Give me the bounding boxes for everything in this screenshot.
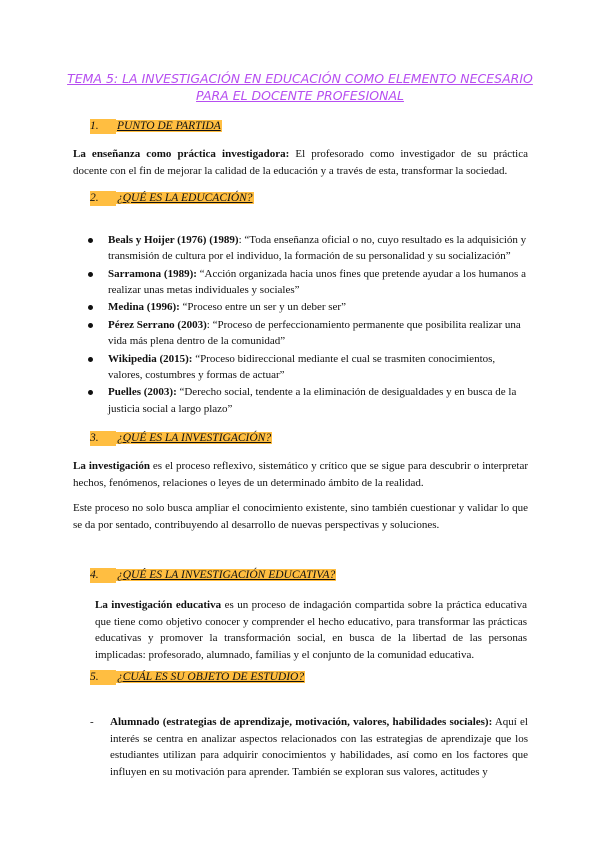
definition-author: Beals y Hoijer (1976) (1989) [108, 234, 239, 246]
section-number: 4. [90, 568, 116, 583]
paragraph-text: es un proceso de indagación compartida sobre la práctica educativa que tiene como objetivo conocer y comprender el hecho educativo, para transformar las prácticas educativas y promover la transformación social, en busca de la libertad de las personas implicadas: profesorado, alumnado, familias y el conjunto de la comunidad educativa. [95, 599, 527, 661]
section-heading-1 [90, 119, 222, 134]
paragraph-educational-research [95, 597, 527, 663]
bold-lead: Alumnado (estrategias de aprendizaje, motivación, valores, habilidades sociales): [110, 716, 493, 728]
definition-text: : “Toda enseñanza oficial o no, cuyo resultado es la adquisición y transmisión de cultura por el individuo, la formación de su personalidad y su socialización” [108, 234, 527, 263]
list-item [88, 317, 528, 349]
section-label: ¿QUÉ ES LA INVESTIGACIÓN? [117, 432, 272, 444]
definition-text: “Proceso bidireccional mediante el cual se trasmiten conocimientos, valores, costumbres y formas de actuar” [108, 352, 496, 381]
section-heading-2 [90, 191, 254, 206]
list-item [88, 351, 528, 383]
dash-marker: - [90, 716, 94, 728]
definition-author: Medina (1996): [108, 301, 180, 314]
section-label: PUNTO DE PARTIDA [117, 120, 221, 132]
definition-text: “Derecho social, tendente a la eliminación de desigualdades y en busca de la justicia social a largo plazo” [108, 386, 517, 415]
bullet-icon [88, 238, 93, 243]
section-label: ¿QUÉ ES LA EDUCACIÓN? [117, 192, 253, 204]
title-line-1: TEMA 5: LA INVESTIGACIÓN EN EDUCACIÓN COMO ELEMENTO NECESARIO [67, 71, 533, 86]
bullet-icon [88, 272, 93, 277]
list-item-students [90, 714, 528, 780]
paragraph-research-definition [73, 458, 528, 491]
definition-text: “Proceso entre un ser y un deber ser” [179, 301, 346, 314]
list-item [88, 299, 528, 315]
definition-author: Wikipedia (2015): [108, 352, 193, 365]
bullet-icon [88, 357, 93, 362]
bold-lead: La investigación [73, 460, 150, 472]
definition-author: Pérez Serrano (2003) [108, 318, 207, 331]
paragraph-text: El profesorado como investigador de su práctica docente con el fin de mejorar la calidad de la educación y a través de esta, transformar la sociedad. [73, 148, 528, 177]
title-line-2: PARA EL DOCENTE PROFESIONAL [196, 88, 404, 103]
section-number: 2. [90, 191, 116, 206]
definition-author: Puelles (2003): [108, 386, 177, 399]
paragraph-research-purpose: Este proceso no solo busca ampliar el conocimiento existente, sino también cuestionar y validar lo que se da por sentado, contribuyendo al desarrollo de nuevas perspectivas y soluciones. [73, 502, 528, 531]
definitions-list [88, 232, 528, 418]
definition-author: Sarramona (1989): [108, 267, 197, 280]
section-heading-5 [90, 670, 305, 685]
section-label: ¿CUÁL ES SU OBJETO DE ESTUDIO? [117, 671, 305, 683]
section-number: 5. [90, 670, 116, 685]
bullet-icon [88, 390, 93, 395]
section-heading-4 [90, 568, 336, 583]
paragraph-text: es el proceso reflexivo, sistemático y crítico que se sigue para descubrir o interpretar hechos, fenómenos, relaciones o leyes de un determinado ámbito de la realidad. [73, 460, 528, 489]
document-title [60, 70, 540, 104]
section-number: 3. [90, 431, 116, 446]
bold-lead: La investigación educativa [95, 599, 222, 611]
paragraph-starting-point [73, 146, 528, 179]
bullet-icon [88, 323, 93, 328]
section-label: ¿QUÉ ES LA INVESTIGACIÓN EDUCATIVA? [117, 569, 336, 581]
section-number: 1. [90, 119, 116, 134]
bullet-icon [88, 305, 93, 310]
definition-text: : “Proceso de perfeccionamiento permanente que posibilita realizar una vida más plena dentro de la comunidad” [108, 318, 521, 348]
list-item [88, 266, 528, 298]
definition-text: “Acción organizada hacia unos fines que pretende ayudar a los humanos a realizar unas metas individuales y sociales” [108, 267, 526, 296]
section-heading-3 [90, 431, 272, 446]
bold-lead: La enseñanza como práctica investigadora: [73, 148, 290, 160]
list-item-text [90, 714, 528, 780]
list-item [88, 384, 528, 416]
paragraph-text: Aquí el interés se centra en analizar aspectos relacionados con las estrategias de aprendizaje que los estudiantes utilizan para adquirir conocimientos y habilidades, así como en los factores que influyen en su motivación para aprender. También se exploran sus valores, actitudes y [110, 716, 528, 778]
list-item [88, 232, 528, 264]
